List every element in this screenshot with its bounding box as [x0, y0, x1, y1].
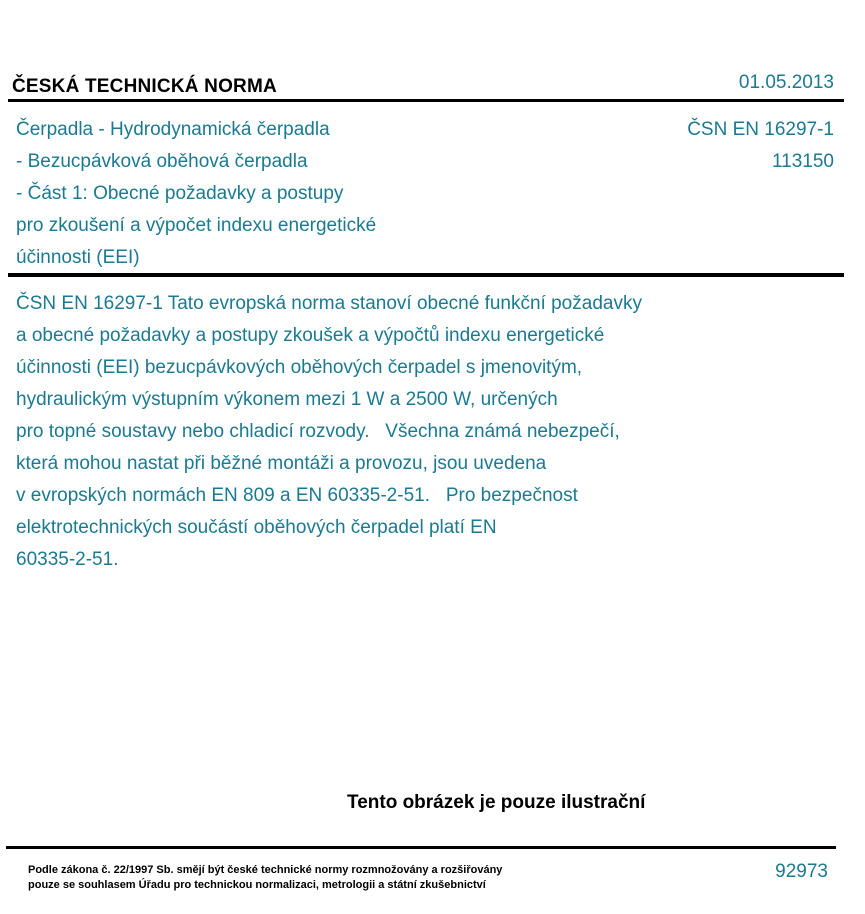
legal-line: Podle zákona č. 22/1997 Sb. smějí být české technické normy rozmnožovány a rozšiřovány	[28, 864, 503, 876]
abstract	[16, 288, 736, 576]
classification-code: 113150	[772, 151, 834, 172]
footer-divider	[6, 846, 836, 849]
title-line: - Bezucpávková oběhová čerpadla	[16, 151, 308, 172]
abstract-line: účinnosti (EEI) bezucpávkových oběhových čerpadel s jmenovitým,	[16, 357, 583, 378]
title-line: pro zkoušení a výpočet indexu energetické	[16, 215, 377, 236]
title-line: Čerpadla - Hydrodynamická čerpadla	[16, 119, 330, 140]
standard-designation-block	[687, 114, 834, 178]
legal-notice	[28, 863, 502, 893]
title-line: účinnosti (EEI)	[16, 247, 140, 268]
header-divider	[8, 99, 844, 102]
standard-designation: ČSN EN 16297-1	[687, 119, 834, 140]
abstract-line: a obecné požadavky a postupy zkoušek a výpočtů indexu energetické	[16, 325, 605, 346]
abstract-line: která mohou nastat při běžné montáži a provozu, jsou uvedena	[16, 453, 547, 474]
title-divider	[8, 273, 844, 277]
legal-line: pouze se souhlasem Úřadu pro technickou normalizaci, metrologii a státní zkušebnictví	[28, 879, 486, 891]
title-line: - Část 1: Obecné požadavky a postupy	[16, 183, 344, 204]
abstract-line: pro topné soustavy nebo chladicí rozvody. Všechna známá nebezpečí,	[16, 421, 620, 442]
abstract-line: elektrotechnických součástí oběhových čerpadel platí EN	[16, 517, 497, 538]
standard-title	[16, 114, 486, 274]
abstract-line: v evropských normách EN 809 a EN 60335-2-51. Pro bezpečnost	[16, 485, 578, 506]
abstract-line: 60335-2-51.	[16, 549, 119, 570]
publication-date: 01.05.2013	[738, 72, 834, 93]
document-header-title: ČESKÁ TECHNICKÁ NORMA	[12, 76, 277, 97]
abstract-line: hydraulickým výstupním výkonem mezi 1 W a 2500 W, určených	[16, 389, 558, 410]
abstract-line: ČSN EN 16297-1 Tato evropská norma stanoví obecné funkční požadavky	[16, 293, 642, 314]
illustration-note: Tento obrázek je pouze ilustrační	[347, 792, 646, 813]
footer-code: 92973	[775, 861, 828, 882]
